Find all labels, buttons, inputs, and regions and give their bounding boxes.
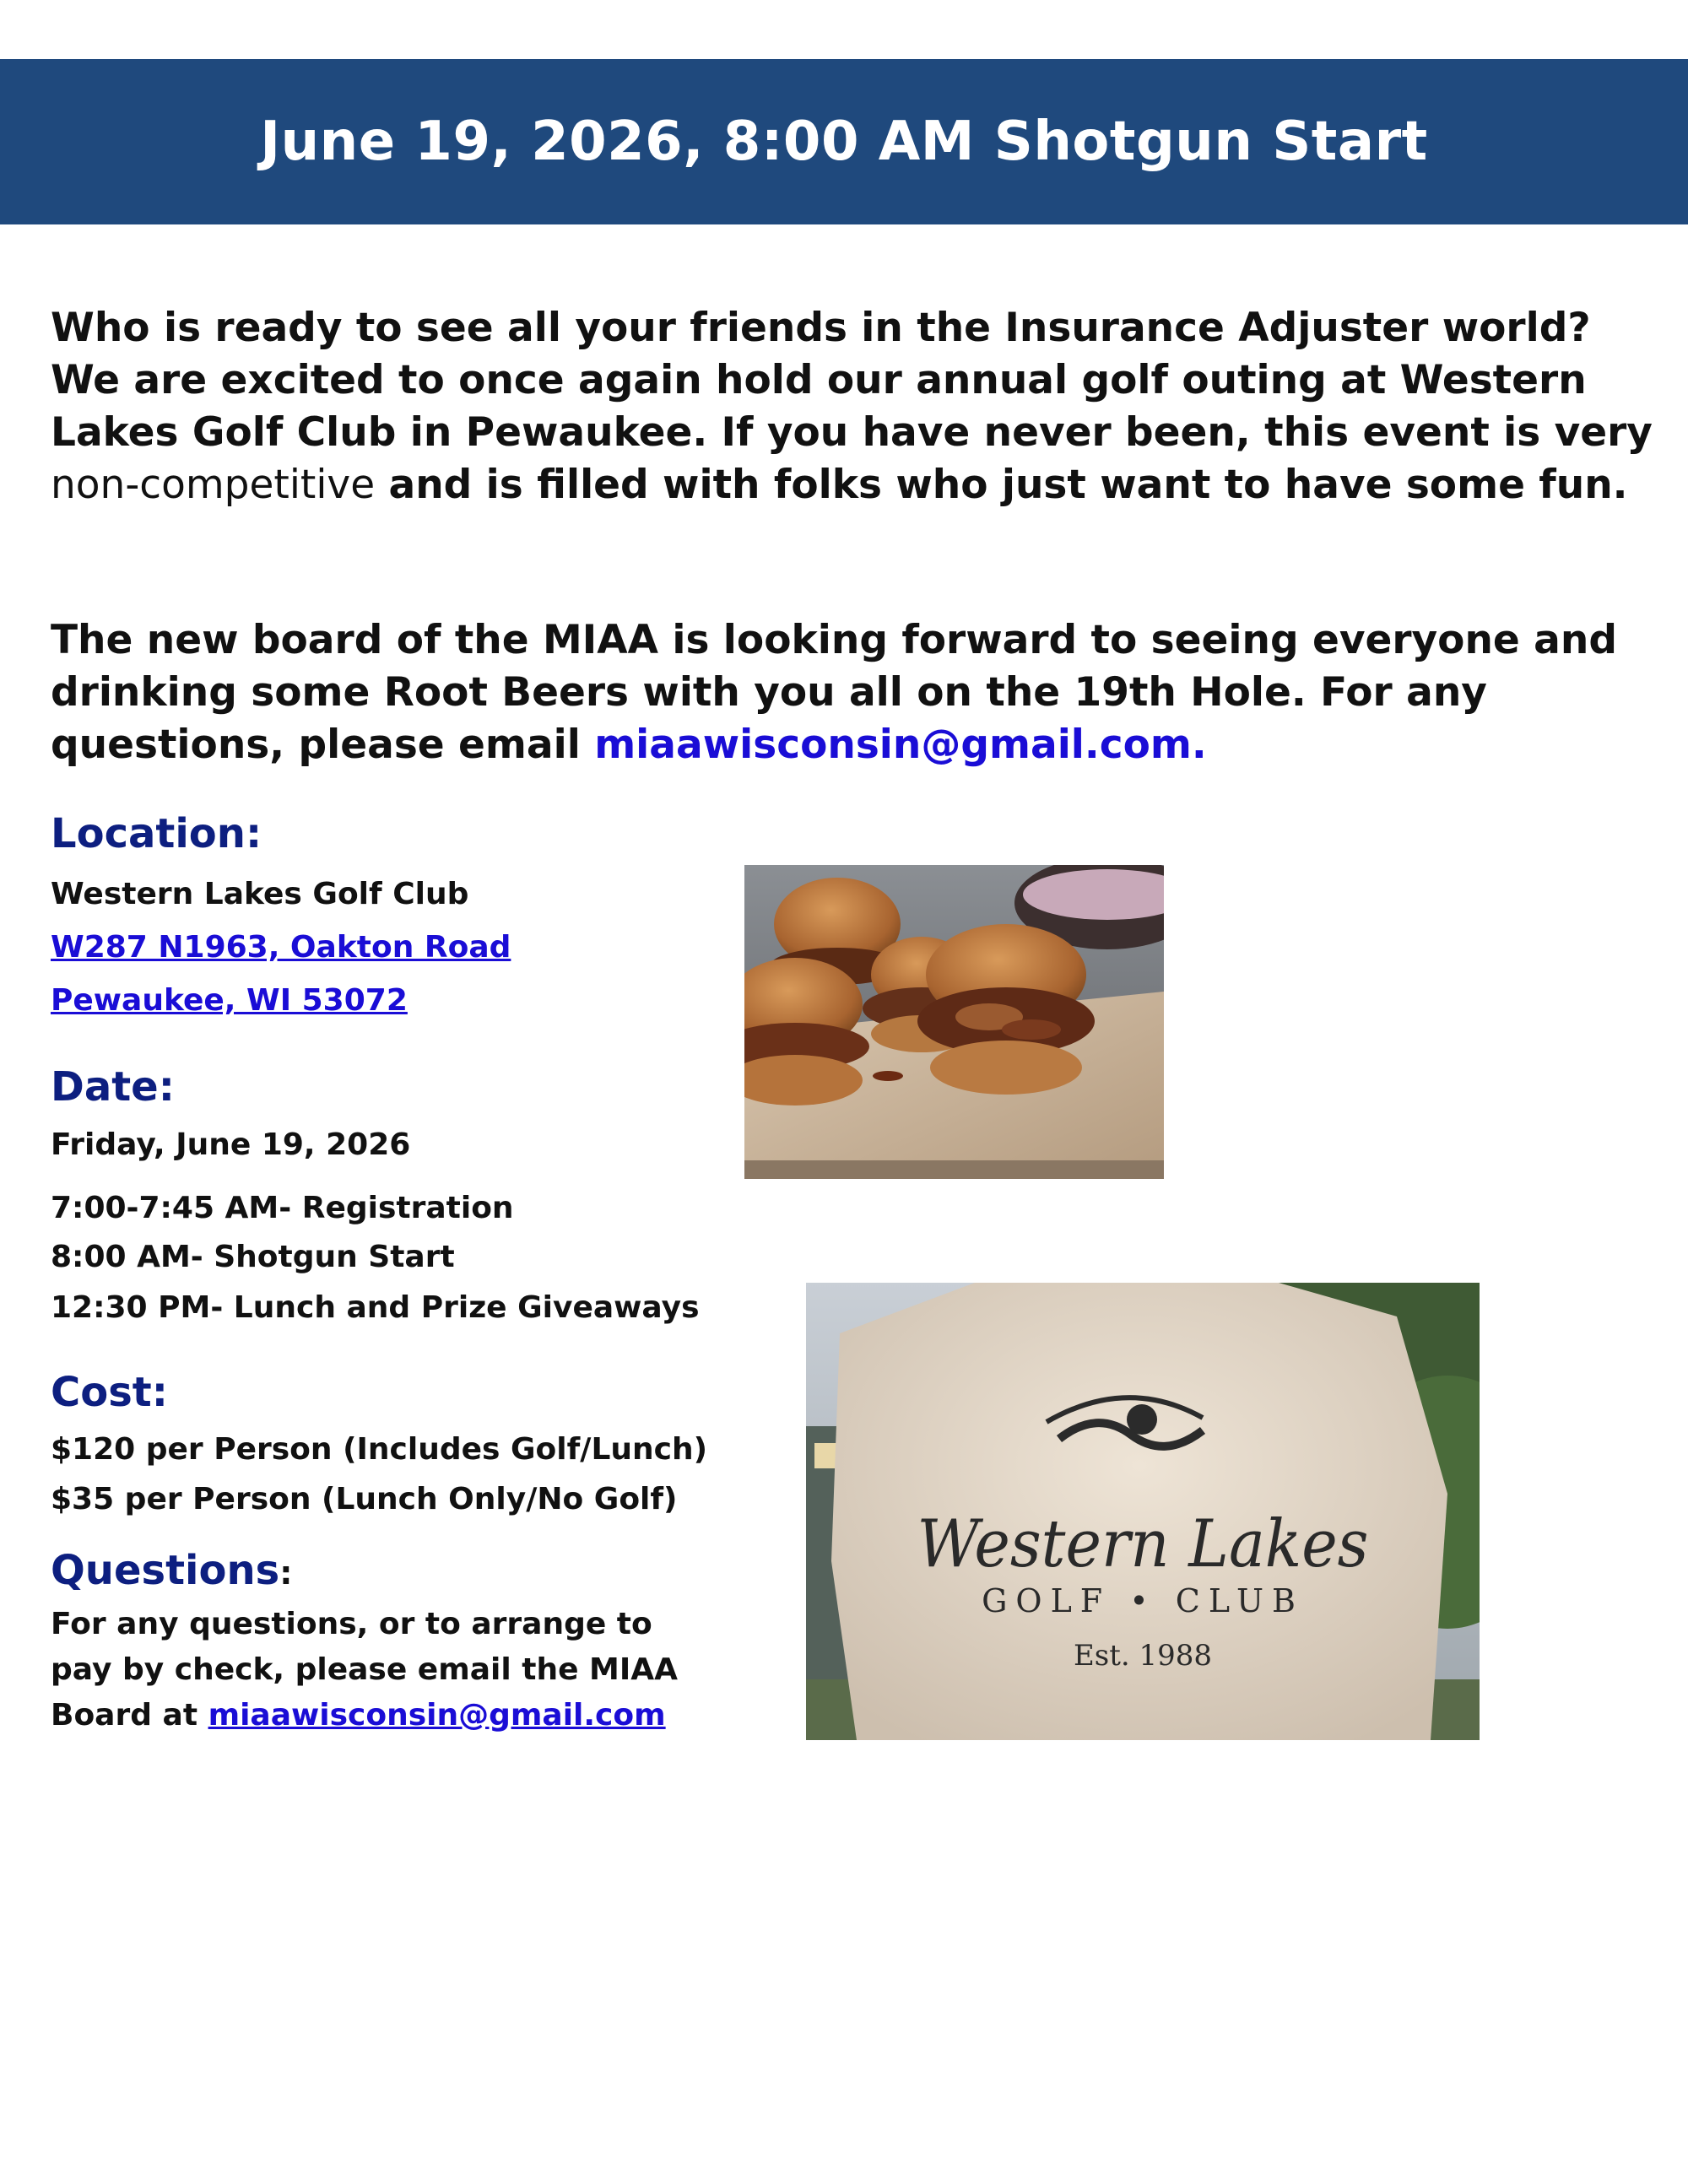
location-heading: Location: (51, 810, 262, 857)
questions-body: For any questions, or to arrange to pay by check, please email the MIAA Board at (51, 1607, 678, 1733)
schedule-item: 7:00-7:45 AM- Registration (51, 1191, 514, 1225)
intro-text-2: and is filled with folks who just want to have some fun. (375, 462, 1628, 508)
western-lakes-sign-photo (806, 1283, 1480, 1740)
intro-paragraph (51, 302, 1654, 511)
questions-heading (51, 1545, 292, 1598)
schedule-item: 12:30 PM- Lunch and Prize Giveaways (51, 1290, 700, 1325)
sign-name-text: Western Lakes (917, 1506, 1369, 1582)
pulled-pork-sliders-photo (744, 865, 1164, 1179)
intro-text-plain: non-competitive (51, 462, 376, 508)
address-line1-link[interactable]: W287 N1963, Oakton Road (51, 930, 511, 965)
date-heading: Date: (51, 1063, 175, 1111)
cost-item: $120 per Person (Includes Golf/Lunch) (51, 1432, 708, 1467)
questions-text (51, 1602, 717, 1738)
intro-text-1: Who is ready to see all your friends in the Insurance Adjuster world? We are excited to once again hold our annual golf outing at Western Lakes Golf Club in Pewaukee. If you have never been, this event is very (51, 305, 1653, 456)
board-paragraph (51, 614, 1654, 771)
cost-heading: Cost: (51, 1369, 168, 1416)
cost-item: $35 per Person (Lunch Only/No Golf) (51, 1482, 678, 1516)
location-name: Western Lakes Golf Club (51, 877, 469, 911)
schedule-item: 8:00 AM- Shotgun Start (51, 1240, 455, 1274)
address-line2-link[interactable]: Pewaukee, WI 53072 (51, 983, 408, 1018)
questions-heading-text: Questions (51, 1547, 280, 1594)
sign-subtitle-text: GOLF • CLUB (982, 1582, 1304, 1619)
board-text: The new board of the MIAA is looking forward to seeing everyone and drinking some Root Beers with you all on the 19th Hole. For any questions, please email (51, 617, 1617, 768)
board-email-link[interactable]: miaawisconsin@gmail.com. (594, 722, 1207, 768)
banner-title: June 19, 2026, 8:00 AM Shotgun Start (260, 111, 1428, 173)
header-banner (0, 59, 1688, 224)
date-day: Friday, June 19, 2026 (51, 1127, 411, 1162)
questions-email-link[interactable]: miaawisconsin@gmail.com (208, 1698, 666, 1733)
questions-colon: : (279, 1554, 293, 1592)
sign-established-text: Est. 1988 (1073, 1639, 1213, 1673)
